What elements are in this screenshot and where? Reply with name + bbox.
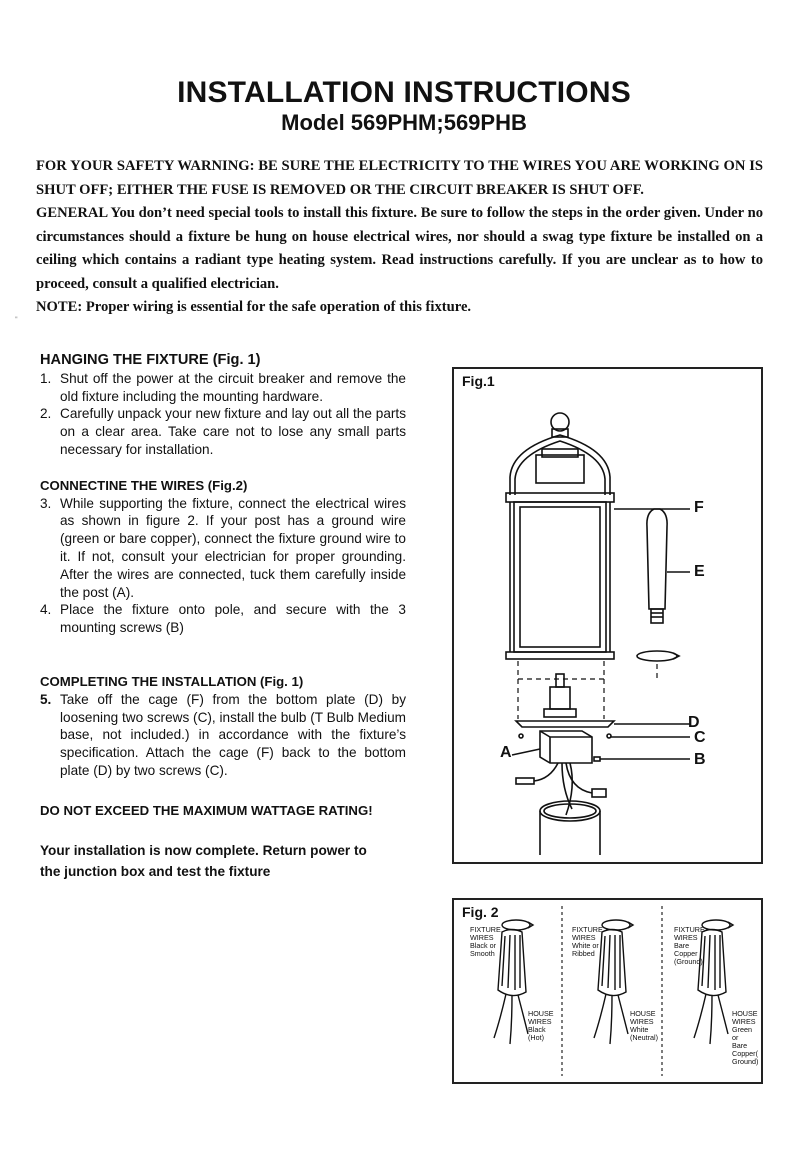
step-number: 5. [40,691,52,707]
wattage-warning: DO NOT EXCEED THE MAXIMUM WATTAGE RATING! [40,802,373,818]
list-item [40,405,406,458]
callout-e: E [694,563,705,580]
callout-d: D [688,714,700,731]
step-text: Carefully unpack your new fixture and lay out all the parts on a clear area. Take care not to lose any small parts necessary for installation. [60,406,406,457]
figure-1-label: Fig.1 [462,373,495,389]
general-text: GENERAL You don’t need special tools to install this fixture. Be sure to follow the steps in the order given. Under no circumstances should a fixture be hung on house electrical wires, nor should a swag type fixture be installed on a ceiling which contains a radiant type heating system. Read instructions carefully. If you are unclear as to how to proceed, consult a qualified electrician. [36,205,763,292]
fixture-wire-label: FIXTURE WIRES Black or Smooth [470,925,501,958]
step-number: 2. [40,406,52,422]
list-item [40,601,406,637]
lantern-diagram [454,369,761,862]
step-number: 1. [40,370,52,386]
figure-2 [452,898,763,1084]
completion-note: Your installation is now complete. Return power to the junction box and test the fixture [40,842,367,879]
step-text: While supporting the fixture, connect the electrical wires as shown in figure 2. If your post has a ground wire (green or bare copper), connect the fixture ground wire to it. If not, consult your electrician for proper grounding. After the wires are connected, tuck them carefully inside the post (A). [60,495,406,600]
figure-2-label: Fig. 2 [462,904,499,920]
list-item [40,370,406,406]
house-wire-label: HOUSE WIRES White (Neutral) [630,1009,658,1042]
callout-b: B [694,751,706,768]
hanging-heading: HANGING THE FIXTURE (Fig. 1) [40,352,261,368]
page-title: INSTALLATION INSTRUCTIONS [177,76,631,109]
callout-a: A [500,744,512,761]
instructions-column [40,352,406,882]
completing-steps [40,691,406,780]
step-number: 3. [40,495,52,511]
stray-mark: " [15,316,18,323]
step-text: Take off the cage (F) from the bottom plate (D) by loosening two screws (C), install the bulb (T Bulb Medium base, not included.) in accordance with the fixture’s specification. Attach the cage (F) back to the bottom plate (D) by two screws (C). [60,691,406,778]
callout-f: F [694,499,704,516]
list-item [40,495,406,602]
cage-arch [510,435,610,495]
hanging-steps [40,370,406,459]
step-text: Shut off the power at the circuit breaker and remove the old fixture including the mounting hardware. [60,370,406,404]
house-wire-label: HOUSE WIRES Black (Hot) [528,1009,554,1042]
cage-body [514,502,606,652]
model-number: Model 569PHM;569PHB [281,110,527,135]
note-text: NOTE: Proper wiring is essential for the safe operation of this fixture. [36,299,472,315]
bulb [647,509,667,609]
safety-warning-block [36,155,763,320]
bottom-plate [516,721,614,727]
connecting-steps [40,495,406,637]
completing-heading: COMPLETING THE INSTALLATION (Fig. 1) [40,673,304,689]
list-item [40,691,406,780]
socket [550,687,570,709]
callout-c: C [694,729,706,746]
step-text: Place the fixture onto pole, and secure with the 3 mounting screws (B) [60,602,406,636]
house-wire-label: HOUSE WIRES Green or Bare Copper( Ground) [732,1009,759,1066]
safety-warning-text: FOR YOUR SAFETY WARNING: BE SURE THE ELECTRICITY TO THE WIRES YOU ARE WORKING ON IS SHUT OFF; EITHER THE FUSE IS REMOVED OR THE CIRCUIT BREAKER IS SHUT OFF. [36,158,763,198]
step-number: 4. [40,602,52,618]
connecting-heading: CONNECTINE THE WIRES (Fig.2) [40,477,248,493]
figure-1 [452,367,763,864]
fixture-wire-label: FIXTURE WIRES White or Ribbed [572,925,603,958]
fixture-wire-label: FIXTURE WIRES Bare Copper (Ground) [674,925,705,966]
